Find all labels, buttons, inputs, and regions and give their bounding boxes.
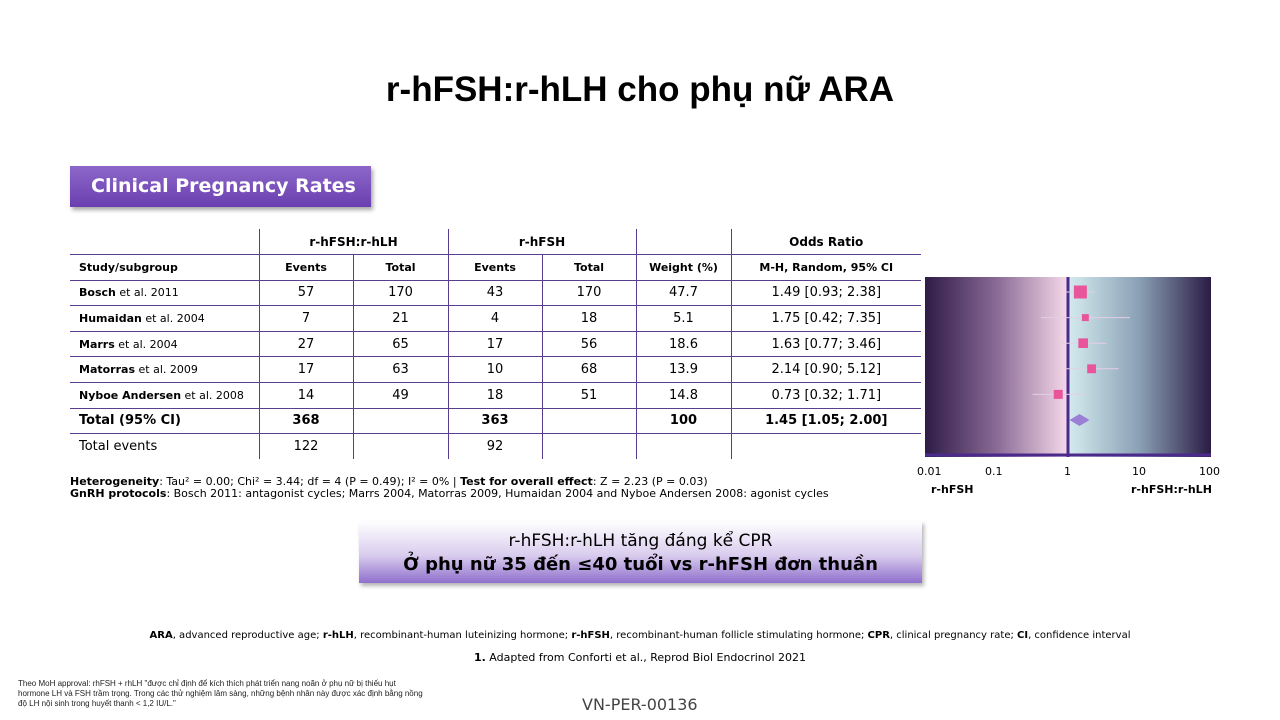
moh-approval-note: Theo MoH approval: rhFSH + rhLH "được chỉ định để kích thích phát triển nang noãn ở phụ nữ bị thiếu hụt hormone LH và FSH trầm trọng. Trong các thử nghiệm lâm sàng, những bệnh nhân này được xác định bằng nồng độ LH nội sinh trong huyết thanh < 1,2 IU/L." <box>18 679 423 708</box>
events-row: Total events 122 92 <box>70 434 921 460</box>
heterogeneity-note: Heterogeneity: Tau² = 0.00; Chi² = 3.44; df = 4 (P = 0.49); I² = 0% | Test for overall effect: Z = 2.23 (P = 0.03) <box>70 475 708 488</box>
study-name: Bosch et al. 2011 <box>70 280 259 306</box>
reference: 1. Adapted from Conforti et al., Reprod Biol Endocrinol 2021 <box>473 651 807 664</box>
axis-tick-label: 10 <box>1132 465 1146 478</box>
combo-events-header: Events <box>259 255 353 281</box>
forest-study-marker <box>1087 364 1096 373</box>
table-row: Nyboe Andersen et al. 2008 14 49 18 51 14.8 0.73 [0.32; 1.71] <box>70 383 921 409</box>
combo-group-header: r-hFSH:r-hLH <box>259 229 448 255</box>
mono-events-header: Events <box>448 255 542 281</box>
forest-study-marker <box>1054 390 1063 399</box>
axis-tick-label: 100 <box>1199 465 1220 478</box>
axis-tick-label: 0.1 <box>985 465 1003 478</box>
weight-header: Weight (%) <box>636 255 731 281</box>
table-row: Matorras et al. 2009 17 63 10 68 13.9 2.14 [0.90; 5.12] <box>70 357 921 383</box>
abbreviations: ARA, advanced reproductive age; r-hLH, recombinant-human luteinizing hormone; r-hFSH, recombinant-human follicle stimulating hormone; CPR, clinical pregnancy rate; CI, confidence interval <box>149 630 1131 641</box>
gnrh-note: GnRH protocols: Bosch 2011: antagonist cycles; Marrs 2004, Matorras 2009, Humaidan 2004 and Nyboe Andersen 2008: agonist cycles <box>70 487 829 500</box>
section-badge: Clinical Pregnancy Rates <box>70 166 371 207</box>
table-row: Marrs et al. 2004 27 65 17 56 18.6 1.63 [0.77; 3.46] <box>70 331 921 357</box>
study-name: Marrs et al. 2004 <box>70 331 259 357</box>
conclusion-line-2: Ở phụ nữ 35 đến ≤40 tuổi vs r-hFSH đơn thuần <box>403 554 878 575</box>
slide-title: r-hFSH:r-hLH cho phụ nữ ARA <box>385 70 895 109</box>
table-group-header-row <box>70 229 921 255</box>
study-name: Matorras et al. 2009 <box>70 357 259 383</box>
method-header: M-H, Random, 95% CI <box>731 255 921 281</box>
forest-plot <box>925 277 1211 457</box>
mono-total-header: Total <box>542 255 636 281</box>
mono-group-header: r-hFSH <box>448 229 636 255</box>
forest-study-marker <box>1082 314 1089 321</box>
study-header: Study/subgroup <box>70 255 259 281</box>
odds-ratio-header: Odds Ratio <box>731 229 921 255</box>
table-row: Bosch et al. 2011 57 170 43 170 47.7 1.49 [0.93; 2.38] <box>70 280 921 306</box>
combo-total-header: Total <box>353 255 448 281</box>
conclusion-box <box>359 521 922 583</box>
forest-study-marker <box>1074 286 1087 299</box>
total-row: Total (95% CI) 368 363 100 1.45 [1.05; 2.00] <box>70 408 921 434</box>
favours-left-label: r-hFSH <box>931 483 974 496</box>
meta-analysis-table <box>70 229 921 459</box>
study-name: Humaidan et al. 2004 <box>70 306 259 332</box>
forest-study-marker <box>1078 338 1088 348</box>
axis-tick-label: 0.01 <box>917 465 942 478</box>
document-code: VN-PER-00136 <box>582 695 698 714</box>
conclusion-line-1: r-hFSH:r-hLH tăng đáng kể CPR <box>508 531 773 551</box>
axis-tick-label: 1 <box>1064 465 1071 478</box>
table-row: Humaidan et al. 2004 7 21 4 18 5.1 1.75 [0.42; 7.35] <box>70 306 921 332</box>
table-column-header-row <box>70 255 921 281</box>
forest-bg-left <box>925 277 1068 457</box>
study-name: Nyboe Andersen et al. 2008 <box>70 383 259 409</box>
favours-right-label: r-hFSH:r-hLH <box>1131 483 1212 496</box>
